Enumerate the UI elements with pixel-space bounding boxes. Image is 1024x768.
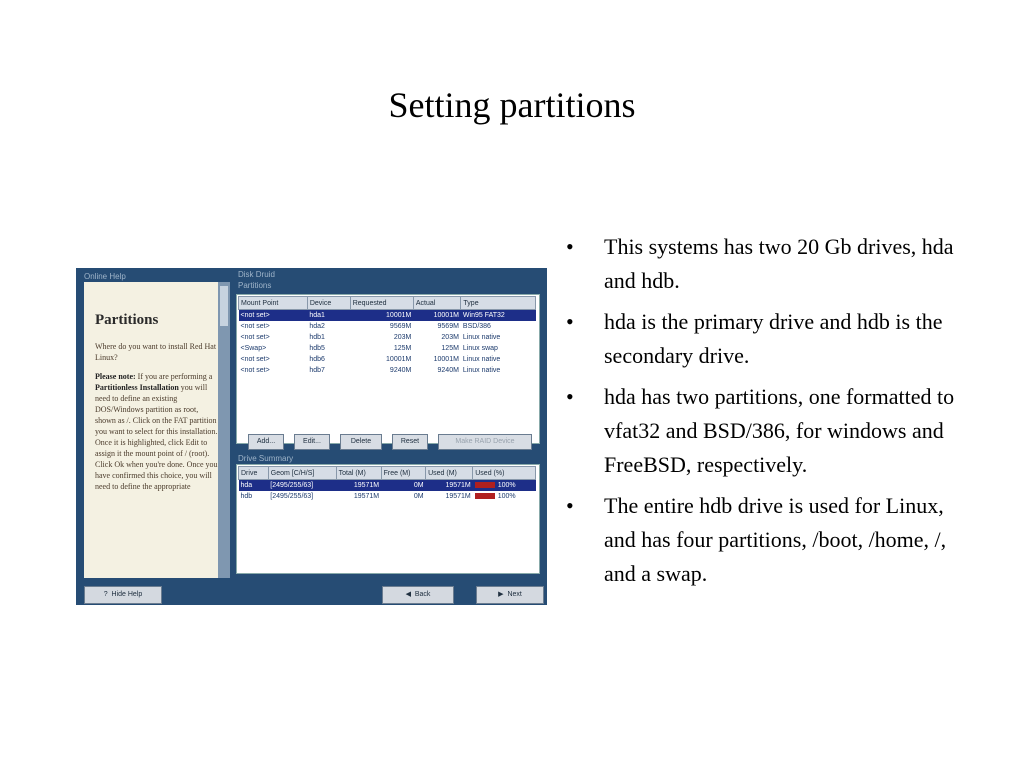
table-row[interactable]: [239, 332, 536, 343]
col-mount-point[interactable]: Mount Point: [239, 297, 308, 310]
col-total[interactable]: Total (M): [336, 467, 381, 480]
table-row[interactable]: [239, 491, 536, 502]
cell-device: hdb7: [309, 367, 325, 374]
cell-actual: 9240M: [437, 367, 459, 374]
drive-summary-label: Drive Summary: [238, 454, 294, 463]
table-row[interactable]: [239, 365, 536, 376]
make-raid-button[interactable]: Make RAID Device: [438, 434, 532, 450]
help-heading: Partitions: [95, 312, 159, 328]
table-row[interactable]: [239, 354, 536, 365]
cell-free: 0M: [381, 480, 425, 492]
bullet-glyph: •: [566, 309, 574, 334]
cell-actual: 10001M: [433, 356, 459, 363]
cell-type: Linux native: [462, 334, 501, 341]
cell-type: Linux native: [462, 367, 501, 374]
next-label: Next: [507, 591, 522, 598]
bullet-glyph: •: [566, 234, 574, 259]
usage-pct: 100%: [497, 493, 516, 500]
usage-bar: [475, 493, 495, 499]
usage-bar: [475, 482, 495, 488]
bullet-glyph: •: [566, 384, 574, 409]
cell-mount: <not set>: [239, 310, 308, 322]
hide-help-label: Hide Help: [111, 591, 143, 598]
slide-title: Setting partitions: [388, 85, 636, 125]
cell-used-pct: [473, 480, 536, 492]
table-row[interactable]: [239, 480, 536, 492]
help-scrollbar[interactable]: [218, 282, 230, 578]
cell-actual: 203M: [441, 334, 459, 341]
cell-total: 19571M: [336, 480, 381, 492]
table-row[interactable]: [239, 343, 536, 354]
cell-mount: <not set>: [240, 367, 270, 374]
drive-summary-table: [238, 466, 536, 502]
col-free[interactable]: Free (M): [381, 467, 425, 480]
cell-requested: 9569M: [389, 323, 412, 330]
cell-type: Linux swap: [462, 345, 498, 352]
cell-used: 19571M: [426, 480, 473, 492]
cell-type: Linux native: [462, 356, 501, 363]
bullet-text: hda has two partitions, one formatted to vfat32 and BSD/386, for windows and FreeBSD, respectively.: [604, 384, 955, 477]
col-requested[interactable]: Requested: [350, 297, 413, 310]
help-icon: ?: [103, 591, 112, 598]
bullet-item: [562, 230, 962, 298]
note-text: If you are performing a: [137, 372, 213, 381]
cell-drive: hdb: [240, 493, 253, 500]
bullet-item: [562, 489, 962, 591]
cell-requested: 125M: [393, 345, 412, 352]
col-used-pct[interactable]: Used (%): [473, 467, 536, 480]
cell-mount: <not set>: [240, 334, 270, 341]
bullet-text: hda is the primary drive and hdb is the secondary drive.: [604, 309, 943, 368]
back-arrow-icon: ◀: [405, 591, 415, 598]
cell-requested: 10001M: [386, 356, 412, 363]
cell-used-pct: [473, 491, 536, 502]
cell-device: hda1: [307, 310, 350, 322]
col-type[interactable]: Type: [461, 297, 536, 310]
bullet-list: [562, 230, 962, 598]
cell-geom: [2495/255/63]: [268, 480, 336, 492]
reset-button[interactable]: Reset: [392, 434, 428, 450]
help-para-2: you will need to define an existing DOS/Windows partition as root, shown as /. Click on the FAT partition you want to select for this installation. Once it is highlighted, click Edit to assign it the mount point of / (root). Click Ok when you're done. Once you have confirmed this choice, you will need to define the appropriate: [95, 383, 218, 491]
cell-type: Win95 FAT32: [461, 310, 536, 322]
usage-pct: 100%: [497, 482, 516, 489]
partitionless-label: Partitionless Installation: [95, 383, 179, 392]
delete-button[interactable]: Delete: [340, 434, 382, 450]
bullet-text: The entire hdb drive is used for Linux, and has four partitions, /boot, /home, /, and a swap.: [604, 493, 947, 586]
help-content: [95, 312, 219, 500]
cell-requested: 203M: [393, 334, 412, 341]
cell-free: 0M: [413, 493, 424, 500]
cell-used: 19571M: [445, 493, 471, 500]
cell-device: hdb1: [309, 334, 325, 341]
cell-total: 19571M: [353, 493, 380, 500]
bullet-item: [562, 380, 962, 482]
back-label: Back: [414, 591, 431, 598]
online-help-label: Online Help: [84, 272, 126, 281]
cell-type: BSD/386: [462, 323, 491, 330]
partitions-label: Partitions: [238, 281, 272, 290]
back-button[interactable]: [382, 586, 454, 604]
help-para-1: Where do you want to install Red Hat Linux?: [95, 342, 217, 362]
cell-mount: <not set>: [240, 356, 270, 363]
scroll-thumb[interactable]: [220, 286, 228, 326]
cell-geom: [2495/255/63]: [270, 493, 314, 500]
cell-requested: 9240M: [389, 367, 412, 374]
add-button[interactable]: Add...: [248, 434, 284, 450]
cell-actual: 125M: [441, 345, 459, 352]
bullet-text: This systems has two 20 Gb drives, hda and hdb.: [604, 234, 954, 293]
help-note: [95, 371, 219, 492]
cell-drive: hda: [239, 480, 269, 492]
partitions-header-row: [239, 297, 536, 310]
cell-mount: <not set>: [240, 323, 270, 330]
cell-actual: 10001M: [413, 310, 461, 322]
hide-help-button[interactable]: [84, 586, 162, 604]
help-panel: [84, 282, 228, 578]
table-row[interactable]: [239, 321, 536, 332]
next-arrow-icon: ▶: [498, 591, 508, 598]
edit-button[interactable]: Edit...: [294, 434, 330, 450]
col-used[interactable]: Used (M): [426, 467, 473, 480]
col-geom[interactable]: Geom [C/H/S]: [268, 467, 336, 480]
bullet-glyph: •: [566, 493, 574, 518]
col-actual[interactable]: Actual: [413, 297, 461, 310]
cell-requested: 10001M: [350, 310, 413, 322]
cell-device: hda2: [309, 323, 325, 330]
cell-actual: 9569M: [437, 323, 459, 330]
table-row[interactable]: [239, 310, 536, 322]
partitions-table: [238, 296, 536, 376]
cell-mount: <Swap>: [240, 345, 267, 352]
cell-device: hdb5: [309, 345, 325, 352]
next-button[interactable]: [476, 586, 544, 604]
drives-header-row: [239, 467, 536, 480]
installer-screenshot: [76, 268, 547, 605]
col-drive[interactable]: Drive: [239, 467, 269, 480]
bullet-item: [562, 305, 962, 373]
cell-device: hdb6: [309, 356, 325, 363]
col-device[interactable]: Device: [307, 297, 350, 310]
note-label: Please note:: [95, 372, 136, 381]
disk-druid-label: Disk Druid: [238, 270, 275, 279]
